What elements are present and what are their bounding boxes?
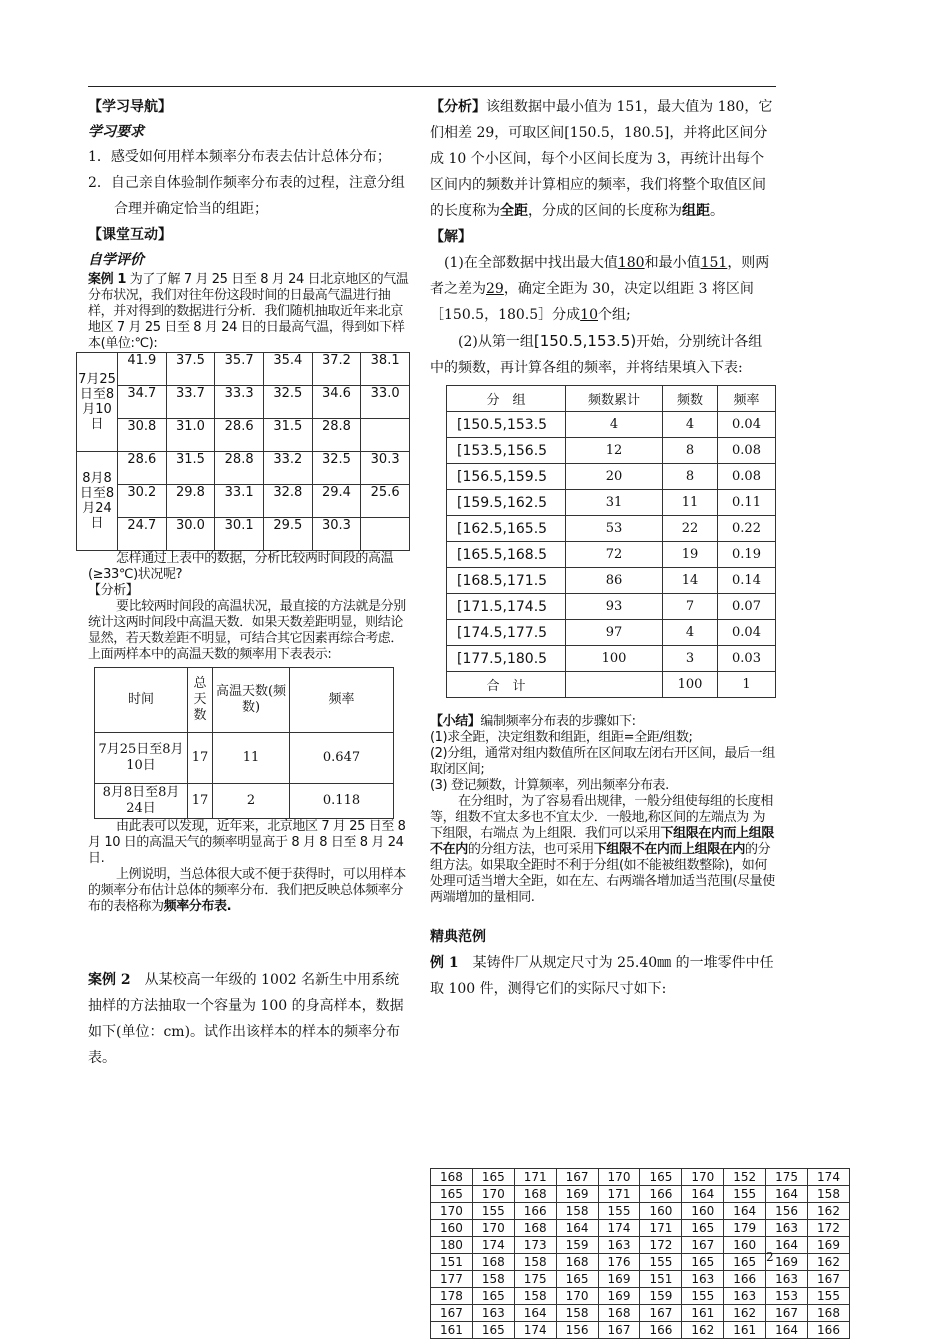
ft-row	[447, 464, 776, 490]
ft-cell: 0.22	[718, 516, 776, 542]
ft-row	[447, 438, 776, 464]
ft-cell: 0.19	[718, 542, 776, 568]
temp-cell: 25.6	[361, 485, 410, 518]
temp-group-label: 8月8日至8月24日	[77, 452, 118, 551]
height-cell: 168	[598, 1305, 640, 1322]
height-cell: 172	[640, 1237, 682, 1254]
height-cell: 168	[808, 1305, 850, 1322]
height-cell: 179	[724, 1220, 766, 1237]
temp-cell: 33.7	[166, 386, 215, 419]
height-cell: 161	[682, 1305, 724, 1322]
temp-cell: 32.5	[312, 452, 361, 485]
summary-step-3: (3) 登记频数，计算频率，列出频率分布表.	[430, 778, 669, 793]
height-cell: 164	[766, 1186, 808, 1203]
ft-cell: 72	[566, 542, 663, 568]
height-cell: 168	[514, 1186, 556, 1203]
hi-cell: 2	[213, 784, 290, 819]
hi-header-time: 时间	[95, 668, 188, 733]
ft-row	[447, 620, 776, 646]
ft-cell: 3	[663, 646, 718, 672]
ft-cell: 8	[663, 438, 718, 464]
temp-cell: 37.5	[166, 353, 215, 386]
height-cell: 163	[724, 1288, 766, 1305]
temp-row	[77, 452, 410, 485]
height-cell: 165	[682, 1254, 724, 1271]
grouping-note: 在分组时，为了容易看出规律，一般分组使每组的长度相等，组数不宜太多也不宜太少．一般地,称区间的左端点为 为下组限，右端点 为上组限．我们可以采用下组限在内而上组限不在内的分组方法，也可采用下组限不在内而上组限在内的分组方法。如果取全距时不利于分组(如不能被组数整除)，如何处理可适当增大全距，如在左、右两端各增加适当范围(尽量使两端增加的量相同.	[430, 794, 775, 905]
height-cell: 155	[808, 1288, 850, 1305]
height-cell: 168	[556, 1254, 598, 1271]
ft-cell: 86	[566, 568, 663, 594]
top-rule	[88, 86, 776, 87]
temp-row	[77, 353, 410, 386]
temp-row	[77, 386, 410, 419]
height-row	[431, 1237, 850, 1254]
height-cell: 163	[766, 1271, 808, 1288]
hi-cell: 7月25日至8月10日	[95, 733, 188, 784]
ft-cell: 0.08	[718, 464, 776, 490]
height-cell: 162	[808, 1254, 850, 1271]
height-cell: 171	[640, 1220, 682, 1237]
height-cell: 163	[598, 1237, 640, 1254]
height-data-table	[430, 1168, 850, 1339]
ft-row	[447, 594, 776, 620]
temp-cell: 34.6	[312, 386, 361, 419]
height-cell: 174	[598, 1220, 640, 1237]
ft-interval: [171.5,174.5	[447, 594, 566, 620]
ft-header-freq: 频率	[718, 386, 776, 412]
temp-cell: 31.5	[166, 452, 215, 485]
height-cell: 153	[766, 1288, 808, 1305]
solution-step-2: (2)从第一组[150.5,153.5)开始，分别统计各组中的频数，再计算各组的频率，并将结果填入下表:	[430, 332, 763, 376]
ft-cell: 8	[663, 464, 718, 490]
hi-cell: 11	[213, 733, 290, 784]
case1-summary: 上例说明，当总体很大或不便于获得时，可以用样本的频率分布估计总体的频率分布．我们把反映总体频率分布的表格称为频率分布表.	[88, 867, 406, 914]
height-cell: 169	[556, 1186, 598, 1203]
temp-cell: 30.8	[118, 419, 167, 452]
study-nav-title: 【学习导航】	[88, 99, 172, 115]
height-cell: 160	[640, 1203, 682, 1220]
hi-cell: 17	[188, 733, 213, 784]
height-cell: 167	[808, 1271, 850, 1288]
height-cell: 163	[472, 1305, 514, 1322]
height-cell: 160	[724, 1237, 766, 1254]
temp-cell: 28.6	[215, 419, 264, 452]
ft-cell: 0.04	[718, 620, 776, 646]
ft-cell: 0.04	[718, 412, 776, 438]
height-row	[431, 1305, 850, 1322]
height-cell: 151	[640, 1271, 682, 1288]
height-cell: 158	[808, 1186, 850, 1203]
page-number: 2	[766, 1250, 774, 1264]
case2-text: 案例 2 从某校高一年级的 1002 名新生中用系统抽样的方法抽取一个容量为 100 的身高样本，数据如下(单位：cm)。试作出该样本的样本的频率分布表。	[88, 972, 404, 1066]
height-cell: 170	[472, 1186, 514, 1203]
temp-cell: 30.3	[361, 452, 410, 485]
height-cell: 159	[640, 1288, 682, 1305]
temp-row	[77, 485, 410, 518]
height-cell: 180	[431, 1237, 473, 1254]
temp-cell: 34.7	[118, 386, 167, 419]
height-cell: 158	[556, 1203, 598, 1220]
temp-cell: 32.8	[263, 485, 312, 518]
ft-interval: [156.5,159.5	[447, 464, 566, 490]
height-cell: 178	[431, 1288, 473, 1305]
height-cell: 166	[640, 1186, 682, 1203]
height-cell: 172	[808, 1220, 850, 1237]
temp-cell	[361, 419, 410, 452]
height-cell: 155	[598, 1203, 640, 1220]
temp-cell: 30.2	[118, 485, 167, 518]
temp-cell: 37.2	[312, 353, 361, 386]
height-cell: 168	[472, 1254, 514, 1271]
self-eval-title: 自学评价	[88, 252, 144, 268]
height-cell: 158	[556, 1305, 598, 1322]
req-item-2: 2．自己亲自体验制作频率分布表的过程，注意分组合理并确定恰当的组距；	[88, 175, 405, 217]
height-cell: 164	[766, 1237, 808, 1254]
ft-cell: 7	[663, 594, 718, 620]
ft-interval: [153.5,156.5	[447, 438, 566, 464]
hi-header-hot: 高温天数(频数)	[213, 668, 290, 733]
height-cell: 167	[682, 1237, 724, 1254]
height-cell: 165	[472, 1322, 514, 1339]
temp-cell: 28.6	[118, 452, 167, 485]
height-cell: 170	[431, 1203, 473, 1220]
temp-cell: 33.3	[215, 386, 264, 419]
temp-cell: 29.4	[312, 485, 361, 518]
summary-step-2: (2)分组，通常对组内数值所在区间取左闭右开区间，最后一组取闭区间;	[430, 746, 775, 777]
ft-interval: [168.5,171.5	[447, 568, 566, 594]
height-cell: 168	[514, 1220, 556, 1237]
ft-header-cum: 频数累计	[566, 386, 663, 412]
ft-cell: 14	[663, 568, 718, 594]
height-cell: 156	[556, 1322, 598, 1339]
height-cell: 170	[682, 1169, 724, 1186]
temp-cell: 33.2	[263, 452, 312, 485]
ft-cell: 0.08	[718, 438, 776, 464]
height-cell: 171	[514, 1169, 556, 1186]
ft-interval: [165.5,168.5	[447, 542, 566, 568]
ft-header-count: 频数	[663, 386, 718, 412]
height-row	[431, 1220, 850, 1237]
height-cell: 163	[766, 1220, 808, 1237]
temp-row	[77, 419, 410, 452]
height-cell: 160	[431, 1220, 473, 1237]
temp-cell	[361, 518, 410, 551]
height-cell: 174	[472, 1237, 514, 1254]
height-cell: 169	[598, 1271, 640, 1288]
ft-cell: 0.03	[718, 646, 776, 672]
ft-row	[447, 412, 776, 438]
ft-cell: 0.11	[718, 490, 776, 516]
height-cell: 163	[682, 1271, 724, 1288]
high-temp-table	[94, 667, 394, 819]
temp-cell: 24.7	[118, 518, 167, 551]
term-frequency-table: 频率分布表.	[163, 899, 232, 914]
height-cell: 162	[808, 1203, 850, 1220]
height-row	[431, 1254, 850, 1271]
case1-question: 怎样通过上表中的数据，分析比较两时间段的高温(≥33℃)状况呢?	[88, 551, 394, 582]
ft-total-cum	[566, 672, 663, 698]
ft-cell: 4	[663, 412, 718, 438]
hi-header-freq: 频率	[290, 668, 394, 733]
ft-interval: [159.5,162.5	[447, 490, 566, 516]
case1-analysis-title: 【分析】	[88, 583, 139, 598]
height-cell: 164	[556, 1220, 598, 1237]
height-cell: 165	[640, 1169, 682, 1186]
height-row	[431, 1203, 850, 1220]
height-cell: 176	[598, 1254, 640, 1271]
height-cell: 169	[808, 1237, 850, 1254]
height-cell: 165	[472, 1169, 514, 1186]
temp-cell: 32.5	[263, 386, 312, 419]
height-cell: 164	[514, 1305, 556, 1322]
left-column	[78, 94, 410, 1071]
height-cell: 167	[556, 1169, 598, 1186]
height-cell: 171	[598, 1186, 640, 1203]
temp-cell: 30.1	[215, 518, 264, 551]
ft-cell: 0.07	[718, 594, 776, 620]
ft-cell: 93	[566, 594, 663, 620]
height-cell: 152	[724, 1169, 766, 1186]
height-cell: 161	[724, 1322, 766, 1339]
solution-title: 【解】	[430, 229, 472, 245]
ft-row	[447, 516, 776, 542]
ft-total-label: 合 计	[447, 672, 566, 698]
temp-row	[77, 518, 410, 551]
height-cell: 166	[640, 1322, 682, 1339]
height-cell: 177	[431, 1271, 473, 1288]
height-cell: 170	[556, 1288, 598, 1305]
height-cell: 166	[514, 1203, 556, 1220]
height-cell: 155	[472, 1203, 514, 1220]
height-cell: 167	[766, 1305, 808, 1322]
temp-cell: 35.7	[215, 353, 264, 386]
ft-cell: 31	[566, 490, 663, 516]
height-row	[431, 1288, 850, 1305]
ft-cell: 97	[566, 620, 663, 646]
temp-cell: 30.3	[312, 518, 361, 551]
height-cell: 164	[724, 1203, 766, 1220]
height-cell: 165	[556, 1271, 598, 1288]
ft-row	[447, 490, 776, 516]
temp-cell: 28.8	[312, 419, 361, 452]
height-cell: 166	[808, 1322, 850, 1339]
temp-cell: 35.4	[263, 353, 312, 386]
height-cell: 164	[682, 1186, 724, 1203]
hi-cell: 8月8日至8月24日	[95, 784, 188, 819]
right-column	[430, 94, 776, 1002]
height-cell: 175	[766, 1169, 808, 1186]
ft-cell: 4	[663, 620, 718, 646]
temp-cell: 38.1	[361, 353, 410, 386]
temp-cell: 30.0	[166, 518, 215, 551]
summary-intro: 【小结】编制频率分布表的步骤如下:	[430, 714, 636, 729]
ft-interval: [174.5,177.5	[447, 620, 566, 646]
case1-conclusion: 由此表可以发现，近年来，北京地区 7 月 25 日至 8 月 10 日的高温天气的频率明显高于 8 月 8 日至 8 月 24 日.	[88, 819, 406, 866]
height-cell: 165	[724, 1254, 766, 1271]
ft-cell: 100	[566, 646, 663, 672]
height-cell: 174	[514, 1322, 556, 1339]
right-analysis: 【分析】该组数据中最小值为 151，最大值为 180，它们相差 29，可取区间[150.5，180.5]，并将此区间分成 10 个小区间，每个小区间长度为 3，再统计出每个区间内的频数并计算相应的频率，我们将整个取值区间的长度称为全距，分成的区间的长度称为组距。	[430, 99, 773, 219]
temp-cell: 29.5	[263, 518, 312, 551]
temp-cell: 31.5	[263, 419, 312, 452]
ft-row	[447, 542, 776, 568]
req-item-1: 1．感受如何用样本频率分布表去估计总体分布；	[88, 149, 391, 165]
height-cell: 165	[682, 1220, 724, 1237]
height-cell: 155	[724, 1186, 766, 1203]
ft-cell: 19	[663, 542, 718, 568]
case1-analysis: 要比较两时间段的高温状况，最直接的方法就是分别统计这两时间段中高温天数．如果天数差距明显，则结论显然，若天数差距不明显，可结合其它因素再综合考虑．上面两样本中的高温天数的频率用下表表示:	[88, 599, 406, 662]
ft-row	[447, 646, 776, 672]
hi-header-total: 总天数	[188, 668, 213, 733]
ft-cell: 11	[663, 490, 718, 516]
ft-interval: [162.5,165.5	[447, 516, 566, 542]
frequency-table	[446, 385, 776, 698]
height-cell: 167	[640, 1305, 682, 1322]
temp-cell: 41.9	[118, 353, 167, 386]
class-interaction-title: 【课堂互动】	[88, 227, 172, 243]
ft-total-freq: 1	[718, 672, 776, 698]
ft-interval: [150.5,153.5	[447, 412, 566, 438]
height-row	[431, 1186, 850, 1203]
height-cell: 162	[724, 1305, 766, 1322]
height-cell: 158	[472, 1271, 514, 1288]
temp-cell: 31.0	[166, 419, 215, 452]
height-cell: 158	[514, 1288, 556, 1305]
height-cell: 155	[682, 1288, 724, 1305]
study-req-title: 学习要求	[88, 124, 144, 140]
example-1: 例 1 某铸件厂从规定尺寸为 25.40㎜ 的一堆零件中任取 100 件，测得它们的实际尺寸如下:	[430, 955, 774, 997]
height-cell: 168	[431, 1169, 473, 1186]
height-cell: 151	[431, 1254, 473, 1271]
height-cell: 165	[431, 1186, 473, 1203]
hi-cell: 0.647	[290, 733, 394, 784]
temperature-table	[76, 352, 410, 551]
ft-cell: 20	[566, 464, 663, 490]
hi-cell: 17	[188, 784, 213, 819]
height-row	[431, 1169, 850, 1186]
height-cell: 174	[808, 1169, 850, 1186]
height-cell: 155	[640, 1254, 682, 1271]
solution-step-1: (1)在全部数据中找出最大值180和最小值151，则两者之差为29，确定全距为 30，决定以组距 3 将区间［150.5，180.5］分成10个组;	[430, 255, 770, 323]
temp-cell: 28.8	[215, 452, 264, 485]
height-cell: 162	[682, 1322, 724, 1339]
height-cell: 169	[598, 1288, 640, 1305]
ft-header-group: 分 组	[447, 386, 566, 412]
temp-cell: 29.8	[166, 485, 215, 518]
height-cell: 170	[598, 1169, 640, 1186]
ft-cell: 4	[566, 412, 663, 438]
temp-cell: 33.0	[361, 386, 410, 419]
case2-label: 案例 2	[88, 972, 131, 988]
ft-cell: 0.14	[718, 568, 776, 594]
height-cell: 169	[766, 1254, 808, 1271]
case1-intro: 案例 1 为了了解 7 月 25 日至 8 月 24 日北京地区的气温分布状况，我们对往年份这段时间的日最高气温进行抽样，并对得到的数据进行分析．我们随机抽取近年来北京地区 7 月 25 日至 8 月 24 日的日最高气温，得到如下样本(单位:℃):	[88, 272, 409, 351]
height-cell: 160	[682, 1203, 724, 1220]
height-row	[431, 1322, 850, 1339]
height-cell: 167	[431, 1305, 473, 1322]
height-cell: 165	[472, 1288, 514, 1305]
hi-cell: 0.118	[290, 784, 394, 819]
height-cell: 164	[766, 1322, 808, 1339]
ft-interval: [177.5,180.5	[447, 646, 566, 672]
ft-total-count: 100	[663, 672, 718, 698]
height-cell: 161	[431, 1322, 473, 1339]
ft-cell: 53	[566, 516, 663, 542]
case1-label: 案例 1	[88, 272, 126, 287]
ft-row	[447, 568, 776, 594]
height-cell: 173	[514, 1237, 556, 1254]
summary-step-1: (1)求全距，决定组数和组距，组距=全距/组数;	[430, 730, 693, 745]
height-cell: 167	[598, 1322, 640, 1339]
height-cell: 166	[724, 1271, 766, 1288]
temp-group-label: 7月25日至8月10日	[77, 353, 118, 452]
height-cell: 158	[514, 1254, 556, 1271]
height-cell: 170	[472, 1220, 514, 1237]
temp-cell: 33.1	[215, 485, 264, 518]
ft-cell: 12	[566, 438, 663, 464]
height-row	[431, 1271, 850, 1288]
examples-title: 精典范例	[430, 929, 486, 945]
height-cell: 156	[766, 1203, 808, 1220]
height-cell: 159	[556, 1237, 598, 1254]
ft-cell: 22	[663, 516, 718, 542]
height-cell: 175	[514, 1271, 556, 1288]
